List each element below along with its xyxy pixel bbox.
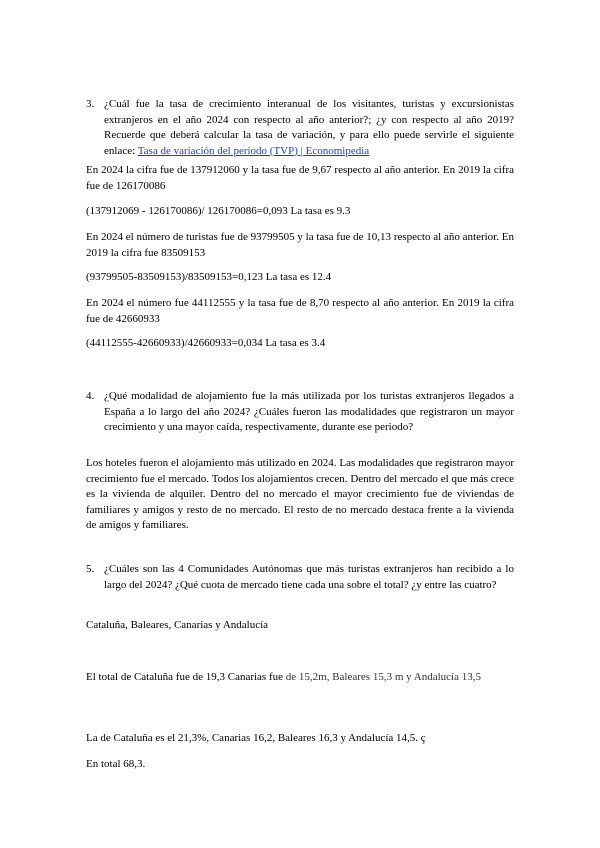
answer-3-visitors-calc: (137912069 - 126170086)/ 126170086=0,093 La tasa es 9.3 — [86, 205, 351, 217]
answer-5-shares: La de Cataluña es el 21,3%, Canarias 16,2, Baleares 16,3 y Andalucía 14,5. ç — [86, 732, 426, 744]
question-3-number: 3. — [86, 98, 95, 110]
tvp-economipedia-link[interactable]: Tasa de variación del periodo (TVP) | Economipedia — [137, 144, 370, 157]
answer-3-excursionists: En 2024 el número fue 44112555 y la tasa fue de 8,70 respecto al año anterior. En 2019 la cifra fue de 42660933 — [86, 297, 514, 325]
question-5-text: ¿Cuáles son las 4 Comunidades Autónomas que más turistas extranjeros han recibido a lo largo del 2024? ¿Qué cuota de mercado tiene cada una sobre el total? ¿y entre las cuatro? — [104, 563, 514, 591]
question-5 — [86, 562, 514, 593]
answer-3-excursionists-calc: (44112555-42660933)/42660933=0,034 La tasa es 3.4 — [86, 337, 326, 349]
answer-3-tourists-calc: (93799505-83509153)/83509153=0,123 La tasa es 12.4 — [86, 271, 332, 283]
question-4-number: 4. — [86, 390, 95, 402]
question-3-text — [104, 97, 514, 159]
answer-5-total: En total 68,3. — [86, 758, 146, 770]
question-3-body: ¿Cuál fue la tasa de crecimiento interanual de los visitantes, turistas y excursionistas extranjeros en el año 2024 con respecto al año anterior?; ¿y con respecto al año 2019? Recuerde que deberá calcular la tasa de variación, y para ello puede servirle el siguiente enlace: — [104, 98, 514, 157]
question-5-number: 5. — [86, 563, 95, 575]
answer-5-communities: Cataluña, Baleares, Canarias y Andalucía — [86, 619, 269, 631]
question-4 — [86, 389, 514, 436]
question-3 — [86, 97, 514, 159]
answer-4: Los hoteles fueron el alojamiento más utilizado en 2024. Las modalidades que registraron mayor crecimiento fue el mercado. Todos los alojamientos crecen. Dentro del mercado el que más crece es la vivienda de alquiler. Dentro del no mercado el mayor crecimiento fue de viviendas de familiares y amigos y resto de no mercado. El resto de no mercado destaca frente a la vivienda de amigos y familiares. — [86, 457, 514, 531]
answer-3-visitors: En 2024 la cifra fue de 137912060 y la tasa fue de 9,67 respecto al año anterior. En 2019 la cifra fue de 126170086 — [86, 164, 514, 192]
answer-5-totals — [86, 670, 514, 686]
answer-3-tourists: En 2024 el número de turistas fue de 93799505 y la tasa fue de 10,13 respecto al año anterior. En 2019 la cifra fue 83509153 — [86, 231, 514, 259]
answer-5-totals-a: El total de Cataluña fue de 19,3 Canarias fue — [86, 671, 286, 683]
question-4-text: ¿Qué modalidad de alojamiento fue la más utilizada por los turistas extranjeros llegados a España a lo largo del año 2024? ¿Cuáles fueron las modalidades que registraron un mayor crecimiento y una mayor caída, respectivamente, durante ese periodo? — [104, 390, 514, 433]
answer-5-totals-b: de 15,2m, Baleares 15,3 m y Andalucía 13,5 — [285, 671, 481, 683]
